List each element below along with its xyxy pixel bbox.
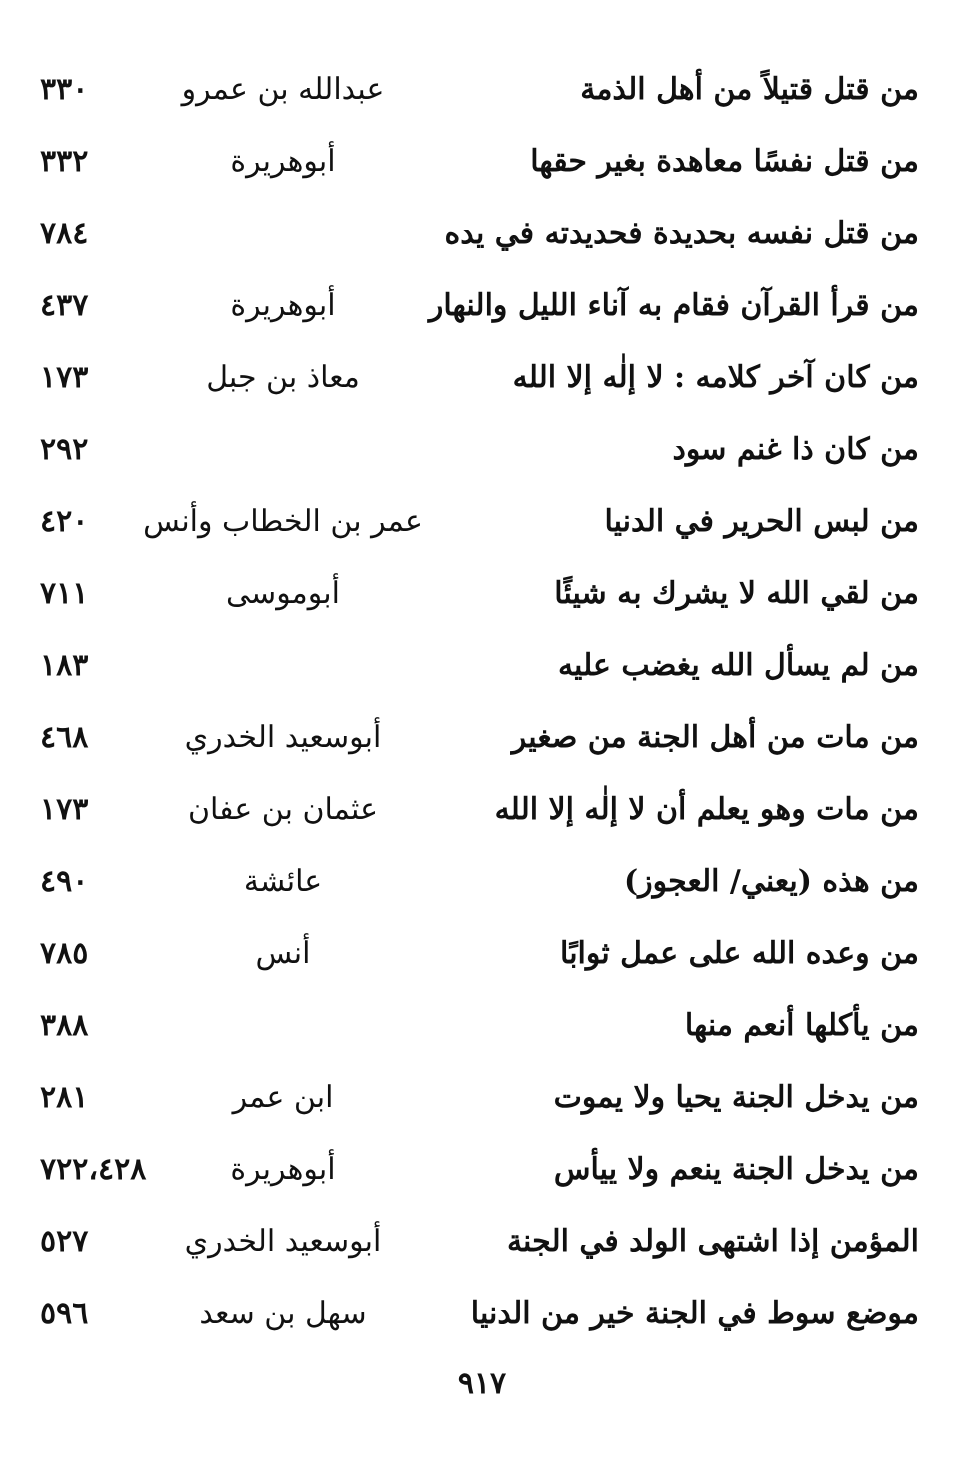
page-reference: ٧٨٤ bbox=[40, 216, 89, 251]
index-row bbox=[0, 636, 964, 708]
narrator-name: سهل بن سعد bbox=[199, 1296, 367, 1331]
narrator-name: أبوموسى bbox=[226, 576, 340, 611]
narrator-name: ابن عمر bbox=[232, 1080, 334, 1115]
page-reference: ٤٩٠ bbox=[40, 864, 89, 899]
hadith-text: من قتل نفسًا معاهدة بغير حقها bbox=[530, 144, 919, 179]
index-row bbox=[0, 852, 964, 924]
narrator-name: عثمان بن عفان bbox=[188, 792, 378, 827]
hadith-text: من قتل قتيلاً من أهل الذمة bbox=[580, 72, 919, 107]
narrator-name: أنس bbox=[255, 936, 311, 971]
index-row bbox=[0, 1068, 964, 1140]
hadith-text: من لم يسأل الله يغضب عليه bbox=[557, 648, 919, 683]
narrator-name: عبدالله بن عمرو bbox=[181, 72, 385, 107]
hadith-text: من هذه (يعني/ العجوز) bbox=[623, 864, 919, 899]
page-reference: ٤٢٠ bbox=[40, 504, 89, 539]
page-number: ٩١٧ bbox=[457, 1366, 507, 1401]
hadith-text: من لقي الله لا يشرك به شيئًا bbox=[554, 576, 919, 611]
narrator-name: أبوهريرة bbox=[230, 1152, 336, 1187]
hadith-text: موضع سوط في الجنة خير من الدنيا bbox=[470, 1296, 919, 1331]
narrator-name: معاذ بن جبل bbox=[206, 360, 360, 395]
page-reference: ٢٩٢ bbox=[40, 432, 89, 467]
index-row bbox=[0, 1284, 964, 1356]
hadith-text: المؤمن إذا اشتهى الولد في الجنة bbox=[506, 1224, 919, 1259]
hadith-text: من قرأ القرآن فقام به آناء الليل والنهار bbox=[428, 288, 919, 323]
page-reference: ١٧٣ bbox=[40, 360, 89, 395]
index-row bbox=[0, 708, 964, 780]
index-row bbox=[0, 132, 964, 204]
page-reference: ٤٦٨ bbox=[40, 720, 89, 755]
narrator-name: عمر بن الخطاب وأنس bbox=[143, 504, 423, 539]
narrator-name: أبوهريرة bbox=[230, 144, 336, 179]
narrator-name: أبوهريرة bbox=[230, 288, 336, 323]
index-row bbox=[0, 564, 964, 636]
hadith-text: من كان ذا غنم سود bbox=[672, 432, 919, 467]
index-row bbox=[0, 1140, 964, 1212]
hadith-text: من يدخل الجنة يحيا ولا يموت bbox=[553, 1080, 919, 1115]
page-reference: ٧١١ bbox=[40, 576, 89, 611]
page-reference: ٥٩٦ bbox=[40, 1296, 89, 1331]
index-row bbox=[0, 924, 964, 996]
index-row bbox=[0, 60, 964, 132]
index-row bbox=[0, 276, 964, 348]
index-row bbox=[0, 996, 964, 1068]
index-row bbox=[0, 1212, 964, 1284]
hadith-text: من وعده الله على عمل ثوابًا bbox=[560, 936, 919, 971]
index-row bbox=[0, 348, 964, 420]
page-reference: ٥٢٧ bbox=[40, 1224, 89, 1259]
page-reference: ٧٢٢،٤٢٨ bbox=[40, 1152, 147, 1187]
page-reference: ٣٣٢ bbox=[40, 144, 89, 179]
page-reference: ٣٨٨ bbox=[40, 1008, 89, 1043]
hadith-text: من كان آخر كلامه : لا إلٰه إلا الله bbox=[512, 360, 919, 395]
hadith-text: من لبس الحرير في الدنيا bbox=[604, 504, 919, 539]
index-row bbox=[0, 420, 964, 492]
page-reference: ٣٣٠ bbox=[40, 72, 89, 107]
page-reference: ١٨٣ bbox=[40, 648, 89, 683]
narrator-name: عائشة bbox=[243, 864, 323, 899]
hadith-text: من مات وهو يعلم أن لا إلٰه إلا الله bbox=[494, 792, 919, 827]
index-row bbox=[0, 492, 964, 564]
narrator-name: أبوسعيد الخدري bbox=[184, 1224, 382, 1259]
page-reference: ٧٨٥ bbox=[40, 936, 89, 971]
page-reference: ٢٨١ bbox=[40, 1080, 89, 1115]
hadith-text: من قتل نفسه بحديدة فحديدته في يده bbox=[444, 216, 919, 251]
hadith-text: من يدخل الجنة ينعم ولا ييأس bbox=[553, 1152, 919, 1187]
page-reference: ١٧٣ bbox=[40, 792, 89, 827]
page-reference: ٤٣٧ bbox=[40, 288, 89, 323]
index-row bbox=[0, 780, 964, 852]
narrator-name: أبوسعيد الخدري bbox=[184, 720, 382, 755]
hadith-text: من مات من أهل الجنة من صغير bbox=[511, 720, 919, 755]
hadith-text: من يأكلها أنعم منها bbox=[684, 1008, 919, 1043]
index-row bbox=[0, 204, 964, 276]
